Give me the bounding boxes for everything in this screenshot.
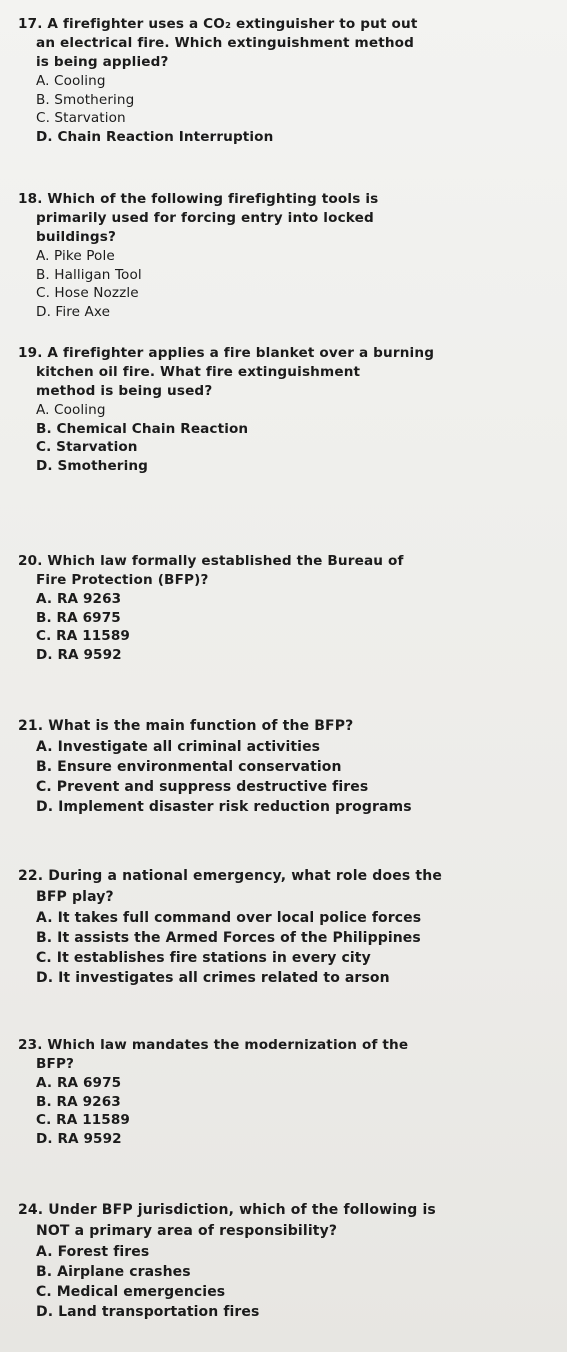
answer-choices	[18, 908, 553, 988]
question-stem	[18, 190, 553, 247]
question-18	[18, 190, 553, 321]
choice-c: C. Hose Nozzle	[36, 285, 139, 301]
choice-a: A. RA 9263	[36, 591, 122, 607]
choice-b: B. Ensure environmental conservation	[36, 759, 342, 775]
choice-a: A. Pike Pole	[36, 248, 115, 264]
stem-line: primarily used for forcing entry into locked	[36, 210, 374, 226]
stem-line: 21. What is the main function of the BFP?	[18, 718, 354, 734]
answer-choices	[18, 401, 553, 475]
choice-b: B. Halligan Tool	[36, 266, 142, 283]
question-24	[18, 1200, 553, 1322]
stem-line: 22. During a national emergency, what role does the	[18, 868, 443, 884]
question-stem	[18, 15, 553, 72]
stem-line: Fire Protection (BFP)?	[36, 572, 209, 588]
question-19	[18, 344, 553, 475]
choice-d: D. Land transportation fires	[36, 1304, 260, 1320]
answer-choices	[18, 590, 553, 664]
stem-line: 20. Which law formally established the Bureau of	[18, 553, 404, 569]
choice-c: C. RA 11589	[36, 628, 130, 644]
choice-c: C. It establishes fire stations in every city	[36, 950, 371, 966]
choice-c: C. Prevent and suppress destructive fires	[36, 779, 369, 795]
stem-line: kitchen oil fire. What fire extinguishment	[36, 364, 361, 380]
choice-b: B. It assists the Armed Forces of the Philippines	[36, 930, 421, 946]
question-stem	[18, 866, 553, 908]
stem-line: 19. A firefighter applies a fire blanket over a burning	[18, 345, 435, 361]
choice-a: A. Cooling	[36, 73, 106, 89]
choice-a: A. It takes full command over local police forces	[36, 910, 422, 926]
question-stem	[18, 1036, 553, 1074]
choice-a: A. Forest fires	[36, 1244, 150, 1260]
stem-line: is being applied?	[36, 54, 169, 70]
stem-line: an electrical fire. Which extinguishment method	[36, 35, 415, 51]
choice-c: C. Medical emergencies	[36, 1284, 226, 1300]
choice-d: D. Chain Reaction Interruption	[36, 128, 274, 145]
choice-c: C. Starvation	[36, 110, 126, 126]
stem-line: buildings?	[36, 229, 117, 245]
stem-line: NOT a primary area of responsibility?	[36, 1223, 338, 1239]
stem-line: 18. Which of the following firefighting tools is	[18, 191, 379, 207]
question-stem	[18, 1200, 553, 1242]
choice-d: D. RA 9592	[36, 646, 122, 663]
choice-a: A. Cooling	[36, 402, 106, 418]
choice-c: C. Starvation	[36, 439, 138, 455]
stem-line: 24. Under BFP jurisdiction, which of the following is	[18, 1202, 436, 1218]
question-21	[18, 716, 553, 817]
stem-line: BFP play?	[36, 889, 114, 905]
choice-b: B. RA 9263	[36, 1093, 121, 1110]
question-stem	[18, 344, 553, 401]
choice-b: B. Chemical Chain Reaction	[36, 420, 249, 437]
question-17	[18, 15, 553, 146]
choice-d: D. Smothering	[36, 457, 148, 474]
answer-choices	[18, 737, 553, 817]
choice-a: A. RA 6975	[36, 1075, 122, 1091]
question-23	[18, 1036, 553, 1148]
choice-b: B. Airplane crashes	[36, 1264, 191, 1280]
question-stem	[18, 716, 553, 737]
choice-b: B. RA 6975	[36, 609, 121, 626]
answer-choices	[18, 72, 553, 146]
choice-c: C. RA 11589	[36, 1112, 130, 1128]
stem-line: method is being used?	[36, 383, 213, 399]
question-stem	[18, 552, 553, 590]
choice-b: B. Smothering	[36, 91, 135, 108]
answer-choices	[18, 1074, 553, 1148]
stem-line: 23. Which law mandates the modernization of the	[18, 1037, 409, 1053]
choice-a: A. Investigate all criminal activities	[36, 739, 321, 755]
answer-choices	[18, 247, 553, 321]
stem-line: BFP?	[36, 1056, 75, 1072]
question-20	[18, 552, 553, 664]
answer-choices	[18, 1242, 553, 1322]
choice-d: D. Implement disaster risk reduction programs	[36, 799, 412, 815]
choice-d: D. RA 9592	[36, 1130, 122, 1147]
question-22	[18, 866, 553, 988]
stem-line: 17. A firefighter uses a CO₂ extinguisher to put out	[18, 16, 418, 32]
choice-d: D. It investigates all crimes related to arson	[36, 970, 390, 986]
choice-d: D. Fire Axe	[36, 303, 111, 320]
